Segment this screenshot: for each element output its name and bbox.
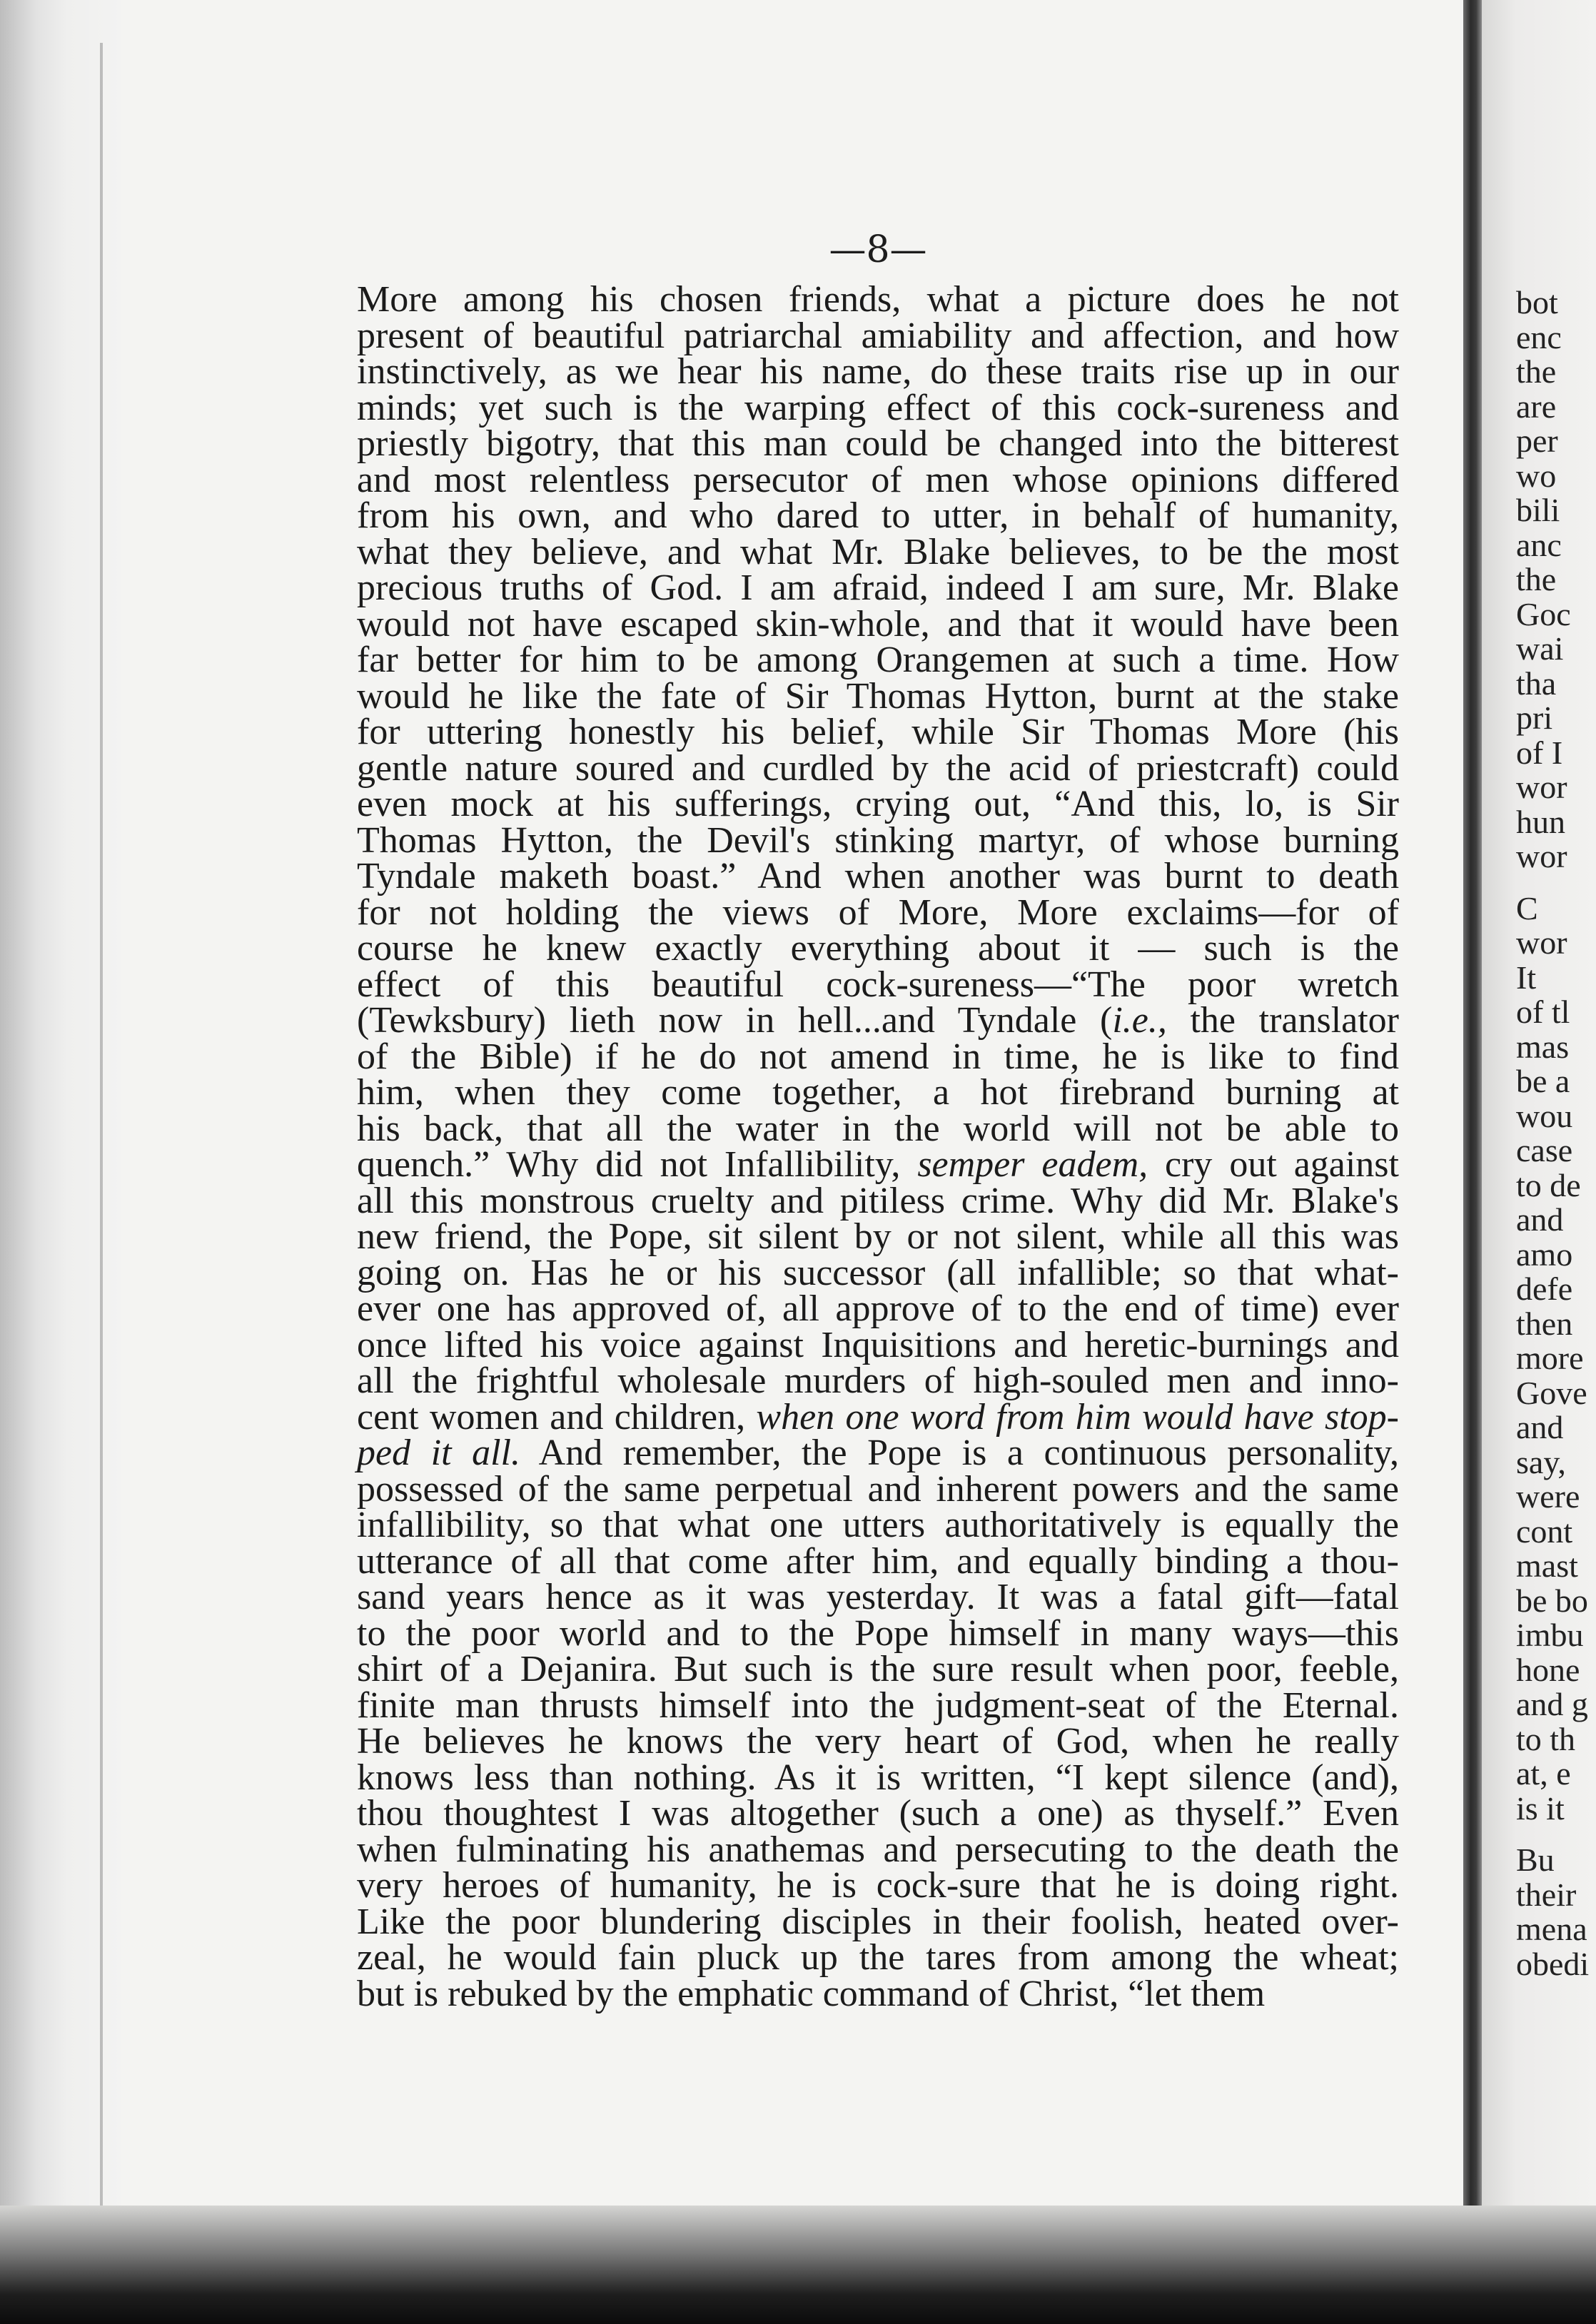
- text-line: [357, 642, 1399, 679]
- text-line: [357, 964, 1399, 1005]
- text-segment: (Tewksbury) lieth now in hell...and Tyndale (: [357, 1000, 1113, 1041]
- facing-text-fragment: C: [1516, 889, 1538, 926]
- text-line: [357, 1973, 1399, 2014]
- facing-text-fragment: defe: [1516, 1270, 1573, 1307]
- text-line: [357, 1435, 1399, 1472]
- book-spine-gutter: [1463, 0, 1482, 2324]
- text-segment: Thomas Hytton, the Devil's stinking martyr, of whose burning: [357, 819, 1399, 861]
- facing-text-fragment: mas: [1516, 1028, 1570, 1065]
- facing-text-fragment: wor: [1516, 838, 1567, 874]
- text-segment: for uttering honestly his belief, while Sir Thomas More (his: [357, 712, 1399, 752]
- text-segment: from his own, and who dared to utter, in behalf of humanity,: [357, 495, 1399, 536]
- text-line: [357, 891, 1399, 933]
- text-line: [357, 351, 1399, 392]
- facing-text-fragment: the: [1516, 561, 1557, 597]
- text-line: [357, 856, 1399, 896]
- facing-text-fragment: bot: [1516, 286, 1558, 320]
- facing-text-fragment: cont: [1516, 1512, 1573, 1550]
- text-line: [357, 1216, 1399, 1257]
- text-line: [357, 1288, 1399, 1329]
- text-line: [357, 603, 1399, 645]
- text-segment: Tyndale maketh boast.” And when another was burnt to death: [357, 856, 1399, 896]
- facing-page-text-fragments: [1516, 286, 1596, 2013]
- facing-text-fragment: of tl: [1516, 994, 1570, 1030]
- text-segment: utterance of all that come after him, and equally binding a thou-: [357, 1540, 1399, 1582]
- facing-text-fragment: Gove: [1516, 1374, 1587, 1411]
- text-segment: course he knew exactly everything about it — such is the: [357, 928, 1399, 969]
- text-line: [357, 1612, 1399, 1654]
- text-segment: More among his chosen friends, what a picture does he not: [357, 279, 1399, 320]
- text-line: [357, 495, 1399, 536]
- italic-text: semper eadem,: [917, 1144, 1148, 1185]
- facing-text-fragment: be a: [1516, 1063, 1570, 1099]
- text-segment: ever one has approved of, all approve of to the end of time) ever: [357, 1288, 1399, 1329]
- text-line: [357, 1108, 1399, 1149]
- facing-text-fragment: [1516, 874, 1596, 891]
- text-segment: and most relentless persecutor of men whose opinions differed: [357, 459, 1399, 500]
- text-segment: minds; yet such is the warping effect of this cock-sureness and: [357, 387, 1399, 428]
- text-line: [357, 567, 1399, 608]
- text-segment: for not holding the views of More, More exclaims—for of: [357, 891, 1399, 933]
- text-line: [357, 1072, 1399, 1113]
- text-segment: him, when they come together, a hot firebrand burning at: [357, 1072, 1399, 1113]
- text-segment: quench.” Why did not Infallibility,: [357, 1144, 918, 1185]
- text-line: [357, 1252, 1399, 1293]
- text-segment: possessed of the same perpetual and inherent powers and the same: [357, 1468, 1399, 1510]
- text-line: [357, 315, 1399, 356]
- text-line: [357, 1649, 1399, 1689]
- facing-text-fragment: were: [1516, 1478, 1580, 1515]
- text-line: [357, 1684, 1399, 1726]
- text-line: [357, 1865, 1399, 1906]
- text-line: [357, 1937, 1399, 1978]
- text-segment: effect of this beautiful cock-sureness—“The poor wretch: [357, 964, 1399, 1005]
- text-line: [357, 1000, 1399, 1041]
- facing-text-fragment: the: [1516, 353, 1557, 390]
- text-line: [357, 1036, 1399, 1077]
- facing-text-fragment: to de: [1516, 1166, 1581, 1203]
- text-segment: would not have escaped skin-whole, and that it would have been: [357, 603, 1399, 645]
- facing-text-fragment: imbu: [1516, 1617, 1584, 1653]
- text-line: [357, 1324, 1399, 1365]
- facing-text-fragment: and: [1516, 1201, 1564, 1238]
- text-segment: instinctively, as we hear his name, do these traits rise up in our: [357, 351, 1399, 392]
- main-text-column: [357, 279, 1399, 2031]
- text-line: [357, 1144, 1399, 1185]
- text-segment: infallibility, so that what one utters authoritatively is equally the: [357, 1505, 1399, 1545]
- facing-text-fragment: [1516, 1826, 1596, 1843]
- italic-text: ped it all.: [357, 1433, 520, 1473]
- left-edge-shadow-line: [100, 43, 103, 2255]
- text-segment: He believes he knows the very heart of God, when he really: [357, 1721, 1399, 1762]
- text-segment: the translator: [1166, 1000, 1399, 1041]
- text-line: [357, 531, 1399, 572]
- facing-text-fragment: pri: [1516, 699, 1553, 736]
- text-segment: all this monstrous cruelty and pitiless crime. Why did Mr. Blake's: [357, 1180, 1399, 1221]
- text-segment: gentle nature soured and curdled by the acid of priestcraft) could: [357, 747, 1399, 789]
- text-line: [357, 1360, 1399, 1401]
- text-line: [357, 459, 1399, 500]
- facing-text-fragment: mast: [1516, 1547, 1578, 1584]
- text-segment: would he like the fate of Sir Thomas Hytton, burnt at the stake: [357, 675, 1399, 717]
- text-line: [357, 1901, 1399, 1942]
- facing-text-fragment: Goc: [1516, 595, 1571, 632]
- text-segment: Like the poor blundering disciples in their foolish, heated over-: [357, 1901, 1399, 1942]
- text-line: [357, 819, 1399, 861]
- text-segment: And remember, the Pope is a continuous personality,: [520, 1433, 1399, 1473]
- text-line: [357, 279, 1399, 320]
- facing-text-fragment: per: [1516, 423, 1558, 459]
- facing-text-fragment: more: [1516, 1340, 1584, 1376]
- facing-text-fragment: and g: [1516, 1686, 1588, 1722]
- text-segment: once lifted his voice against Inquisitions and heretic-burnings and: [357, 1324, 1399, 1365]
- facing-text-fragment: enc: [1516, 318, 1562, 355]
- text-line: [357, 1507, 1399, 1544]
- facing-text-fragment: is it: [1516, 1789, 1565, 1827]
- text-segment: shirt of a Dejanira. But such is the sure result when poor, feeble,: [357, 1649, 1399, 1689]
- facing-text-fragment: It: [1516, 959, 1537, 996]
- left-page-edge: [0, 0, 121, 2324]
- facing-text-fragment: their: [1516, 1876, 1577, 1913]
- text-segment: his back, that all the water in the world will not be able to: [357, 1108, 1399, 1149]
- text-segment: far better for him to be among Orangemen at such a time. How: [357, 640, 1399, 680]
- text-line: [357, 675, 1399, 717]
- text-line: [357, 784, 1399, 824]
- facing-text-fragment: of I: [1516, 734, 1563, 771]
- facing-text-fragment: and: [1516, 1409, 1564, 1445]
- text-line: [357, 1829, 1399, 1870]
- facing-text-fragment: are: [1516, 388, 1557, 425]
- text-segment: knows less than nothing. As it is written, “I kept silence (and),: [357, 1757, 1399, 1798]
- facing-text-fragment: be bo: [1516, 1582, 1588, 1619]
- facing-text-fragment: hun: [1516, 803, 1565, 840]
- facing-text-fragment: amo: [1516, 1236, 1573, 1273]
- facing-text-fragment: case: [1516, 1132, 1573, 1168]
- text-line: [357, 423, 1399, 464]
- text-segment: finite man thrusts himself into the judgment-seat of the Eternal.: [357, 1684, 1399, 1726]
- facing-text-fragment: Bu: [1516, 1841, 1555, 1878]
- facing-text-fragment: hone: [1516, 1651, 1580, 1688]
- text-segment: precious truths of God. I am afraid, indeed I am sure, Mr. Blake: [357, 567, 1399, 608]
- text-line: [357, 1757, 1399, 1798]
- text-segment: priestly bigotry, that this man could be changed into the bitterest: [357, 423, 1399, 464]
- text-segment: very heroes of humanity, he is cock-sure that he is doing right.: [357, 1865, 1399, 1906]
- facing-text-fragment: wo: [1516, 457, 1557, 494]
- facing-text-fragment: mena: [1516, 1911, 1587, 1947]
- text-segment: new friend, the Pope, sit silent by or not silent, while all this was: [357, 1216, 1399, 1257]
- text-segment: cent women and children,: [357, 1396, 757, 1438]
- text-segment: all the frightful wholesale murders of high-souled men and inno-: [357, 1360, 1399, 1401]
- text-line: [357, 1721, 1399, 1762]
- text-line: [357, 928, 1399, 969]
- facing-text-fragment: at, e: [1516, 1755, 1571, 1792]
- text-segment: sand years hence as it was yesterday. It was a fatal gift—fatal: [357, 1577, 1399, 1617]
- text-line: [357, 1468, 1399, 1510]
- text-line: [357, 1540, 1399, 1582]
- text-segment: zeal, he would fain pluck up the tares from among the wheat;: [357, 1937, 1399, 1978]
- text-line: [357, 1793, 1399, 1834]
- facing-text-fragment: to th: [1516, 1720, 1576, 1757]
- text-line: [357, 1396, 1399, 1438]
- text-segment: cry out against: [1148, 1144, 1399, 1185]
- italic-text: when one word from him would have stop-: [756, 1396, 1399, 1438]
- text-line: [357, 1180, 1399, 1221]
- facing-text-fragment: wai: [1516, 630, 1564, 667]
- text-line: [357, 747, 1399, 789]
- facing-text-fragment: tha: [1516, 665, 1557, 702]
- facing-text-fragment: anc: [1516, 526, 1562, 563]
- facing-text-fragment: bili: [1516, 492, 1560, 528]
- facing-text-fragment: obedi: [1516, 1945, 1590, 1982]
- facing-text-fragment: say,: [1516, 1443, 1566, 1480]
- text-segment: thou thoughtest I was altogether (such a one) as thyself.” Even: [357, 1793, 1399, 1834]
- facing-text-fragment: wor: [1516, 769, 1567, 805]
- text-line: [357, 387, 1399, 428]
- bottom-scan-shadow: [0, 2206, 1596, 2324]
- text-segment: even mock at his sufferings, crying out, “And this, lo, is Sir: [357, 784, 1399, 824]
- facing-text-fragment: wou: [1516, 1097, 1573, 1134]
- text-segment: present of beautiful patriarchal amiability and affection, and how: [357, 315, 1399, 356]
- text-line: [357, 714, 1399, 751]
- text-segment: of the Bible) if he do not amend in time, he is like to find: [357, 1036, 1399, 1077]
- facing-text-fragment: then: [1516, 1305, 1573, 1342]
- text-segment: what they believe, and what Mr. Blake believes, to be the most: [357, 531, 1399, 572]
- facing-text-fragment: wor: [1516, 924, 1567, 961]
- text-segment: when fulminating his anathemas and persecuting to the death the: [357, 1829, 1399, 1870]
- text-segment: to the poor world and to the Pope himself in many ways—this: [357, 1612, 1399, 1654]
- italic-text: i.e.,: [1112, 1000, 1167, 1041]
- text-line: [357, 1577, 1399, 1617]
- text-segment: going on. Has he or his successor (all infallible; so that what-: [357, 1252, 1399, 1293]
- page-number: —8—: [829, 228, 927, 271]
- text-segment: but is rebuked by the emphatic command of Christ, “let them: [357, 1973, 1266, 2014]
